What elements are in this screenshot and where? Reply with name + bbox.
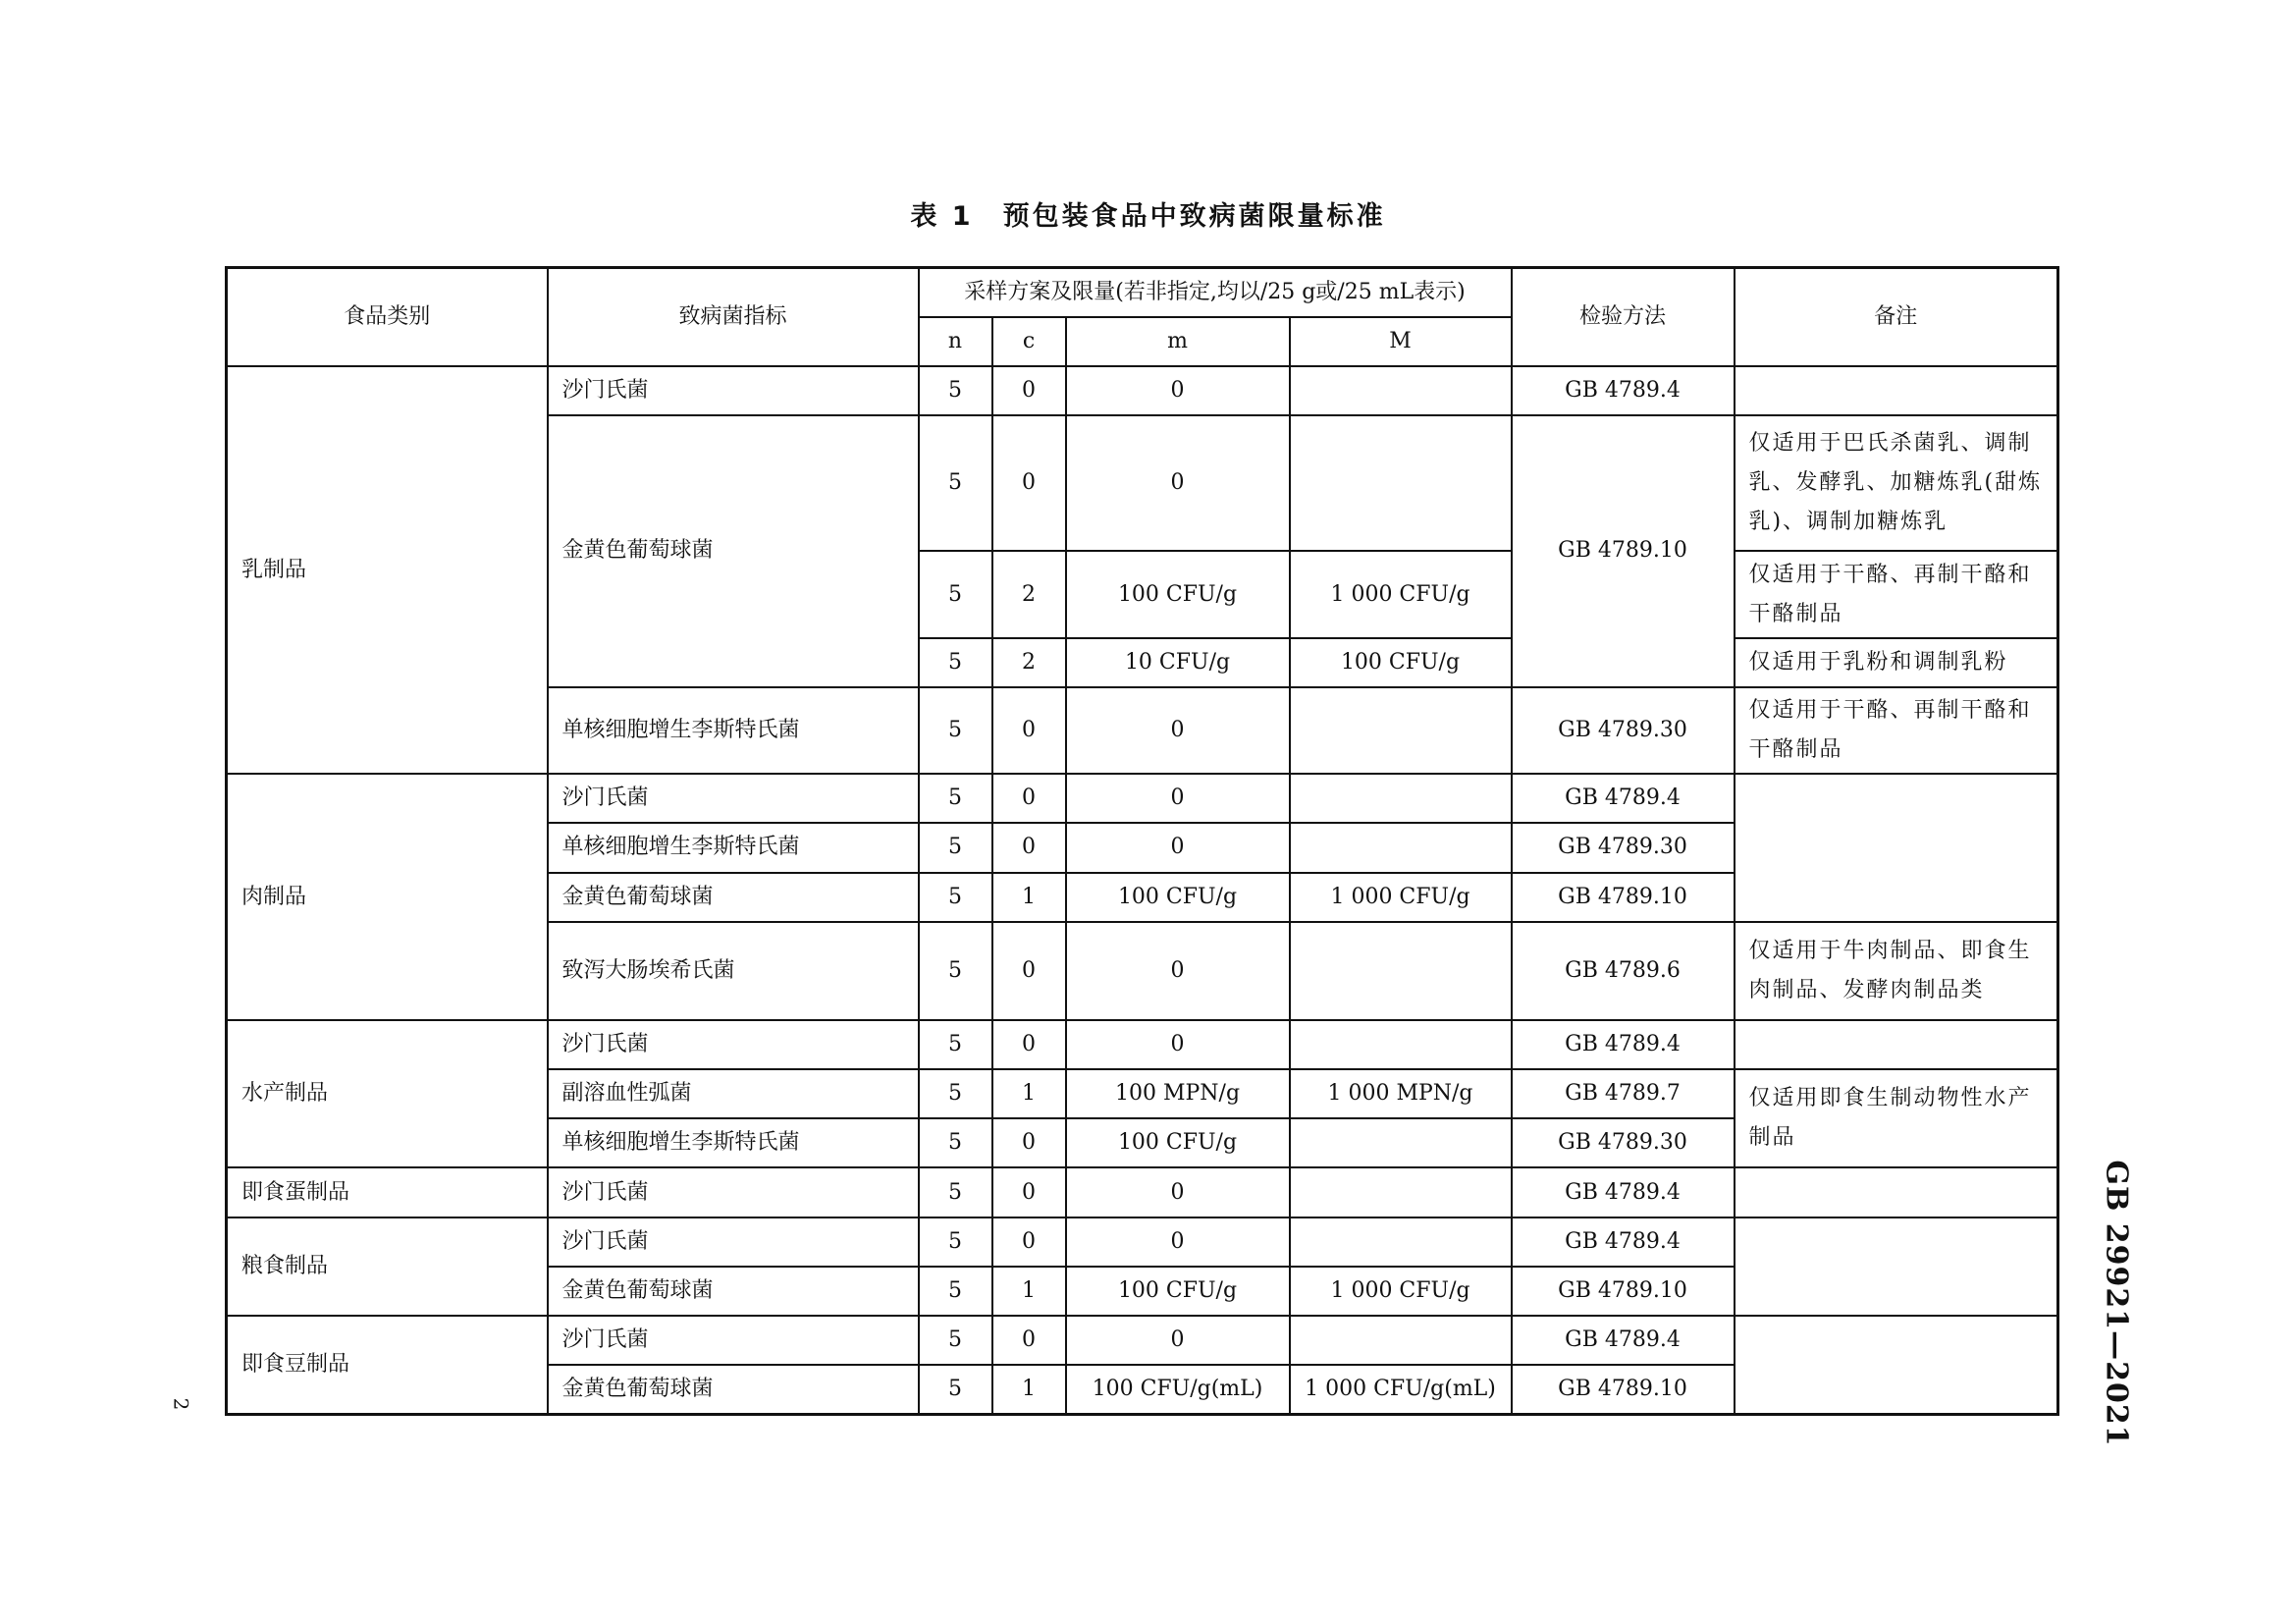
m-cell: 0	[1066, 922, 1290, 1020]
header-n: n	[919, 317, 992, 366]
header-note: 备注	[1735, 268, 2058, 366]
method-cell: GB 4789.10	[1512, 1365, 1735, 1414]
n-cell: 5	[919, 1167, 992, 1217]
category-meat: 肉制品	[227, 774, 548, 1020]
indicator-cell: 沙门氏菌	[548, 1316, 919, 1365]
M-cell: 100 CFU/g	[1290, 638, 1512, 687]
indicator-cell: 沙门氏菌	[548, 1167, 919, 1217]
n-cell: 5	[919, 687, 992, 774]
method-cell: GB 4789.6	[1512, 922, 1735, 1020]
standard-number: GB 29921—2021	[2099, 1160, 2134, 1447]
n-cell: 5	[919, 366, 992, 415]
m-cell: 0	[1066, 1020, 1290, 1069]
note-cell: 仅适用于乳粉和调制乳粉	[1735, 638, 2058, 687]
note-cell: 仅适用即食生制动物性水产制品	[1735, 1069, 2058, 1167]
n-cell: 5	[919, 1020, 992, 1069]
method-cell: GB 4789.10	[1512, 1267, 1735, 1316]
m-cell: 100 CFU/g	[1066, 1267, 1290, 1316]
m-cell: 100 CFU/g	[1066, 1118, 1290, 1167]
m-cell: 0	[1066, 366, 1290, 415]
table-row	[227, 1316, 2058, 1365]
indicator-cell: 金黄色葡萄球菌	[548, 415, 919, 687]
indicator-cell: 金黄色葡萄球菌	[548, 1365, 919, 1414]
m-cell: 0	[1066, 774, 1290, 823]
indicator-cell: 沙门氏菌	[548, 774, 919, 823]
M-cell	[1290, 366, 1512, 415]
note-cell	[1735, 1316, 2058, 1415]
table-title: 表 1 预包装食品中致病菌限量标准	[910, 201, 1386, 232]
n-cell: 5	[919, 415, 992, 551]
M-cell: 1 000 CFU/g	[1290, 1267, 1512, 1316]
indicator-cell: 单核细胞增生李斯特氏菌	[548, 823, 919, 872]
m-cell: 0	[1066, 1316, 1290, 1365]
n-cell: 5	[919, 823, 992, 872]
n-cell: 5	[919, 1316, 992, 1365]
m-cell: 0	[1066, 687, 1290, 774]
c-cell: 0	[992, 687, 1066, 774]
c-cell: 1	[992, 1267, 1066, 1316]
c-cell: 1	[992, 1069, 1066, 1118]
indicator-cell: 副溶血性弧菌	[548, 1069, 919, 1118]
table-row	[227, 774, 2058, 823]
method-cell: GB 4789.4	[1512, 366, 1735, 415]
c-cell: 0	[992, 1020, 1066, 1069]
n-cell: 5	[919, 638, 992, 687]
c-cell: 2	[992, 638, 1066, 687]
header-M: M	[1290, 317, 1512, 366]
c-cell: 0	[992, 823, 1066, 872]
n-cell: 5	[919, 1365, 992, 1414]
indicator-cell: 金黄色葡萄球菌	[548, 1267, 919, 1316]
category-bean: 即食豆制品	[227, 1316, 548, 1415]
c-cell: 1	[992, 1365, 1066, 1414]
c-cell: 0	[992, 774, 1066, 823]
c-cell: 0	[992, 366, 1066, 415]
category-egg: 即食蛋制品	[227, 1167, 548, 1217]
n-cell: 5	[919, 1118, 992, 1167]
c-cell: 0	[992, 1316, 1066, 1365]
category-grain: 粮食制品	[227, 1217, 548, 1316]
M-cell	[1290, 774, 1512, 823]
note-cell	[1735, 774, 2058, 921]
M-cell: 1 000 CFU/g(mL)	[1290, 1365, 1512, 1414]
M-cell	[1290, 1217, 1512, 1267]
table-row	[227, 1167, 2058, 1217]
table-row	[227, 366, 2058, 415]
method-cell: GB 4789.10	[1512, 873, 1735, 922]
header-indicator: 致病菌指标	[548, 268, 919, 366]
note-cell: 仅适用于干酪、再制干酪和干酪制品	[1735, 687, 2058, 774]
n-cell: 5	[919, 774, 992, 823]
indicator-cell: 沙门氏菌	[548, 1217, 919, 1267]
method-cell: GB 4789.4	[1512, 1316, 1735, 1365]
M-cell: 1 000 MPN/g	[1290, 1069, 1512, 1118]
n-cell: 5	[919, 1217, 992, 1267]
M-cell	[1290, 687, 1512, 774]
c-cell: 2	[992, 551, 1066, 637]
indicator-cell: 单核细胞增生李斯特氏菌	[548, 687, 919, 774]
n-cell: 5	[919, 1267, 992, 1316]
M-cell	[1290, 415, 1512, 551]
method-cell: GB 4789.7	[1512, 1069, 1735, 1118]
note-cell	[1735, 1167, 2058, 1217]
method-cell: GB 4789.4	[1512, 1217, 1735, 1267]
M-cell	[1290, 823, 1512, 872]
method-cell: GB 4789.4	[1512, 774, 1735, 823]
header-row-1	[227, 268, 2058, 317]
m-cell: 100 CFU/g(mL)	[1066, 1365, 1290, 1414]
method-cell: GB 4789.30	[1512, 1118, 1735, 1167]
indicator-cell: 沙门氏菌	[548, 366, 919, 415]
method-cell: GB 4789.30	[1512, 687, 1735, 774]
m-cell: 100 MPN/g	[1066, 1069, 1290, 1118]
M-cell: 1 000 CFU/g	[1290, 873, 1512, 922]
indicator-cell: 沙门氏菌	[548, 1020, 919, 1069]
M-cell	[1290, 1020, 1512, 1069]
method-cell: GB 4789.30	[1512, 823, 1735, 872]
note-cell	[1735, 1020, 2058, 1069]
header-sampling-plan: 采样方案及限量(若非指定,均以/25 g或/25 mL表示)	[919, 268, 1512, 317]
c-cell: 0	[992, 1217, 1066, 1267]
m-cell: 100 CFU/g	[1066, 551, 1290, 637]
note-cell	[1735, 1217, 2058, 1316]
header-m: m	[1066, 317, 1290, 366]
page-number: 2	[169, 1397, 193, 1411]
indicator-cell: 单核细胞增生李斯特氏菌	[548, 1118, 919, 1167]
m-cell: 10 CFU/g	[1066, 638, 1290, 687]
m-cell: 0	[1066, 823, 1290, 872]
n-cell: 5	[919, 551, 992, 637]
header-category: 食品类别	[227, 268, 548, 366]
category-dairy: 乳制品	[227, 366, 548, 774]
note-cell: 仅适用于牛肉制品、即食生肉制品、发酵肉制品类	[1735, 922, 2058, 1020]
note-cell	[1735, 366, 2058, 415]
indicator-cell: 致泻大肠埃希氏菌	[548, 922, 919, 1020]
header-c: c	[992, 317, 1066, 366]
M-cell: 1 000 CFU/g	[1290, 551, 1512, 637]
c-cell: 0	[992, 1118, 1066, 1167]
m-cell: 100 CFU/g	[1066, 873, 1290, 922]
note-cell: 仅适用于巴氏杀菌乳、调制乳、发酵乳、加糖炼乳(甜炼乳)、调制加糖炼乳	[1735, 415, 2058, 551]
m-cell: 0	[1066, 1217, 1290, 1267]
pathogen-limit-table	[225, 266, 2059, 1416]
table-row	[227, 1020, 2058, 1069]
M-cell	[1290, 922, 1512, 1020]
M-cell	[1290, 1316, 1512, 1365]
table-row	[227, 1217, 2058, 1267]
c-cell: 0	[992, 1167, 1066, 1217]
header-method: 检验方法	[1512, 268, 1735, 366]
M-cell	[1290, 1167, 1512, 1217]
n-cell: 5	[919, 1069, 992, 1118]
c-cell: 0	[992, 415, 1066, 551]
M-cell	[1290, 1118, 1512, 1167]
n-cell: 5	[919, 922, 992, 1020]
m-cell: 0	[1066, 415, 1290, 551]
method-cell: GB 4789.4	[1512, 1020, 1735, 1069]
category-aquatic: 水产制品	[227, 1020, 548, 1167]
method-cell: GB 4789.4	[1512, 1167, 1735, 1217]
note-cell: 仅适用于干酪、再制干酪和干酪制品	[1735, 551, 2058, 637]
indicator-cell: 金黄色葡萄球菌	[548, 873, 919, 922]
n-cell: 5	[919, 873, 992, 922]
m-cell: 0	[1066, 1167, 1290, 1217]
c-cell: 1	[992, 873, 1066, 922]
c-cell: 0	[992, 922, 1066, 1020]
method-cell: GB 4789.10	[1512, 415, 1735, 687]
